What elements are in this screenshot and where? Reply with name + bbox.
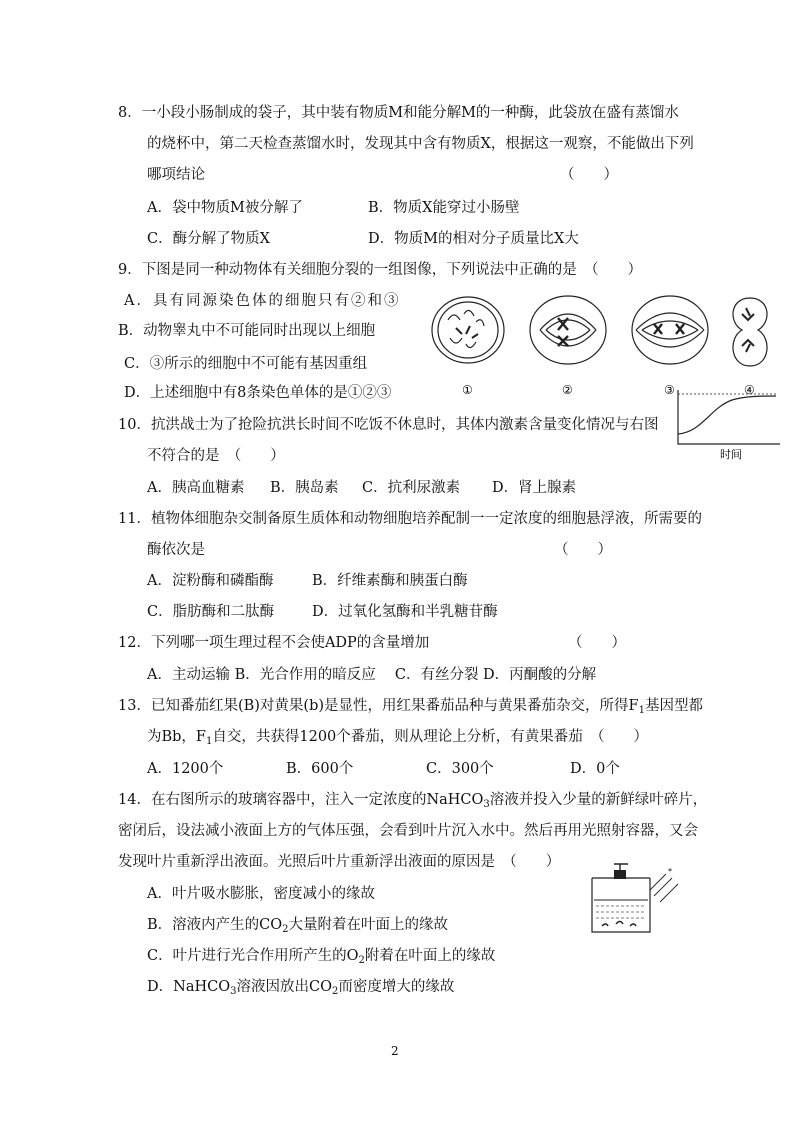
q8-option-c: C．酶分解了物质X: [147, 231, 270, 247]
cell-4: [733, 298, 767, 366]
q9-option-d: D．上述细胞中有8条染色单体的是①②③: [124, 385, 392, 401]
stopper-tube: [614, 864, 628, 870]
q11-option-b: B．纤维素酶和胰蛋白酶: [312, 573, 468, 589]
q13-line2: 为Bb，$F_1$自交，共获得1200个番茄，则从理论上分析，有黄果番茄 （ ）: [147, 729, 649, 747]
cell-label-3: ③: [664, 383, 675, 397]
q9-option-b: B．动物睾丸中不可能同时出现以上细胞: [118, 323, 376, 339]
q13-option-b: B．600个: [286, 761, 354, 777]
q11-option-a: A．淀粉酶和磷酯酶: [147, 573, 274, 589]
q12-options: A．主动运输 B．光合作用的暗反应 C．有丝分裂 D．丙酮酸的分解: [147, 667, 597, 683]
q10-option-a: A．胰高血糖素: [147, 480, 245, 496]
q8-option-a: A．袋中物质M被分解了: [147, 200, 303, 216]
q10-line2: 不符合的是 （ ）: [147, 448, 285, 464]
q11-option-c: C．脂肪酶和二肽酶: [147, 604, 275, 620]
cell-1: [432, 297, 504, 363]
q10-option-b: B．胰岛素: [270, 480, 339, 496]
q14-option-c: C．叶片进行光合作用所产生的$O_2$附着在叶面上的缘故: [147, 948, 496, 966]
q13-option-c: C．300个: [426, 761, 494, 777]
q8-line1: 8．一小段小肠制成的袋子，其中装有物质M和能分解M的一种酶，此袋放在盛有蒸馏水: [118, 105, 679, 121]
graph-axes: [678, 390, 780, 444]
q10-line1: 10．抗洪战士为了抢险抗洪长时间不吃饭不休息时，其体内激素含量变化情况与右图: [118, 417, 659, 433]
q8-line2: 的烧杯中，第二天检查蒸馏水时，发现其中含有物质X，根据这一观察，不能做出下列: [147, 136, 694, 152]
q13-option-a: A．1200个: [147, 761, 224, 777]
q11-line2: 酶依次是: [147, 542, 205, 558]
q14-option-b: B．溶液内产生的$CO_2$大量附着在叶面上的缘故: [147, 917, 449, 935]
graph-x-label: 时间: [720, 448, 742, 461]
cell-2: [530, 296, 606, 364]
q11-answer-paren: （ ）: [554, 542, 612, 558]
q10-option-d: D．肾上腺素: [492, 480, 577, 496]
q14-option-d: D．NaHCO$_3$溶液因放出$CO_2$而密度增大的缘故: [147, 979, 455, 997]
cell-label-4: ④: [744, 383, 755, 397]
container-walls: [592, 878, 650, 932]
cell-division-figure: [420, 292, 780, 402]
q12-answer-paren: （ ）: [568, 635, 626, 651]
q10-option-c: C．抗利尿激素: [362, 480, 461, 496]
q8-answer-paren: （ ）: [560, 167, 618, 183]
q13-option-d: D．0个: [570, 761, 620, 777]
q14-line3: 发现叶片重新浮出液面。光照后叶片重新浮出液面的原因是 （ ）: [118, 854, 561, 870]
q8-line3: 哪项结论: [147, 167, 205, 183]
q11-option-d: D．过氧化氢酶和半乳糖苷酶: [312, 604, 498, 620]
leaf-pieces: [602, 922, 636, 927]
glass-container-figure: [588, 862, 680, 938]
page-number: 2: [391, 1044, 399, 1058]
cell-label-2: ②: [562, 383, 573, 397]
light-symbol: *: [668, 867, 672, 876]
graph-curve: [678, 396, 776, 434]
hormone-graph: [672, 388, 782, 460]
q8-option-b: B．物质X能穿过小肠壁: [368, 200, 520, 216]
q14-line2: 密闭后，设法减小液面上方的气体压强，会看到叶片沉入水中。然后再用光照射容器，又会: [118, 823, 698, 839]
q8-option-d: D．物质M的相对分子质量比X大: [368, 231, 579, 247]
light-rays: [650, 874, 678, 902]
q12-stem: 12．下列哪一项生理过程不会使ADP的含量增加: [118, 635, 430, 651]
liquid-hatching: [596, 906, 646, 918]
q14-line1: 14．在右图所示的玻璃容器中，注入一定浓度的NaHCO$_3$溶液并投入少量的新鲜绿叶碎片，: [118, 792, 708, 810]
cell-3: [632, 296, 708, 364]
q13-line1: 13．已知番茄红果(B)对黄果(b)是显性，用红果番茄品种与黄果番茄杂交，所得$F_1$基因型都: [118, 698, 703, 716]
q14-option-a: A．叶片吸水膨胀，密度减小的缘故: [147, 886, 375, 902]
cell-label-1: ①: [462, 383, 473, 397]
q9-stem: 9．下图是同一种动物体有关细胞分裂的一组图像，下列说法中正确的是 （ ）: [118, 262, 642, 278]
q11-line1: 11．植物体细胞杂交制备原生质体和动物细胞培养配制一一定浓度的细胞悬浮液，所需要的: [118, 511, 702, 527]
q9-option-a: A．具有同源染色体的细胞只有②和③: [124, 293, 401, 309]
stopper: [614, 870, 626, 879]
q9-option-c: C．③所示的细胞中不可能有基因重组: [124, 356, 368, 372]
